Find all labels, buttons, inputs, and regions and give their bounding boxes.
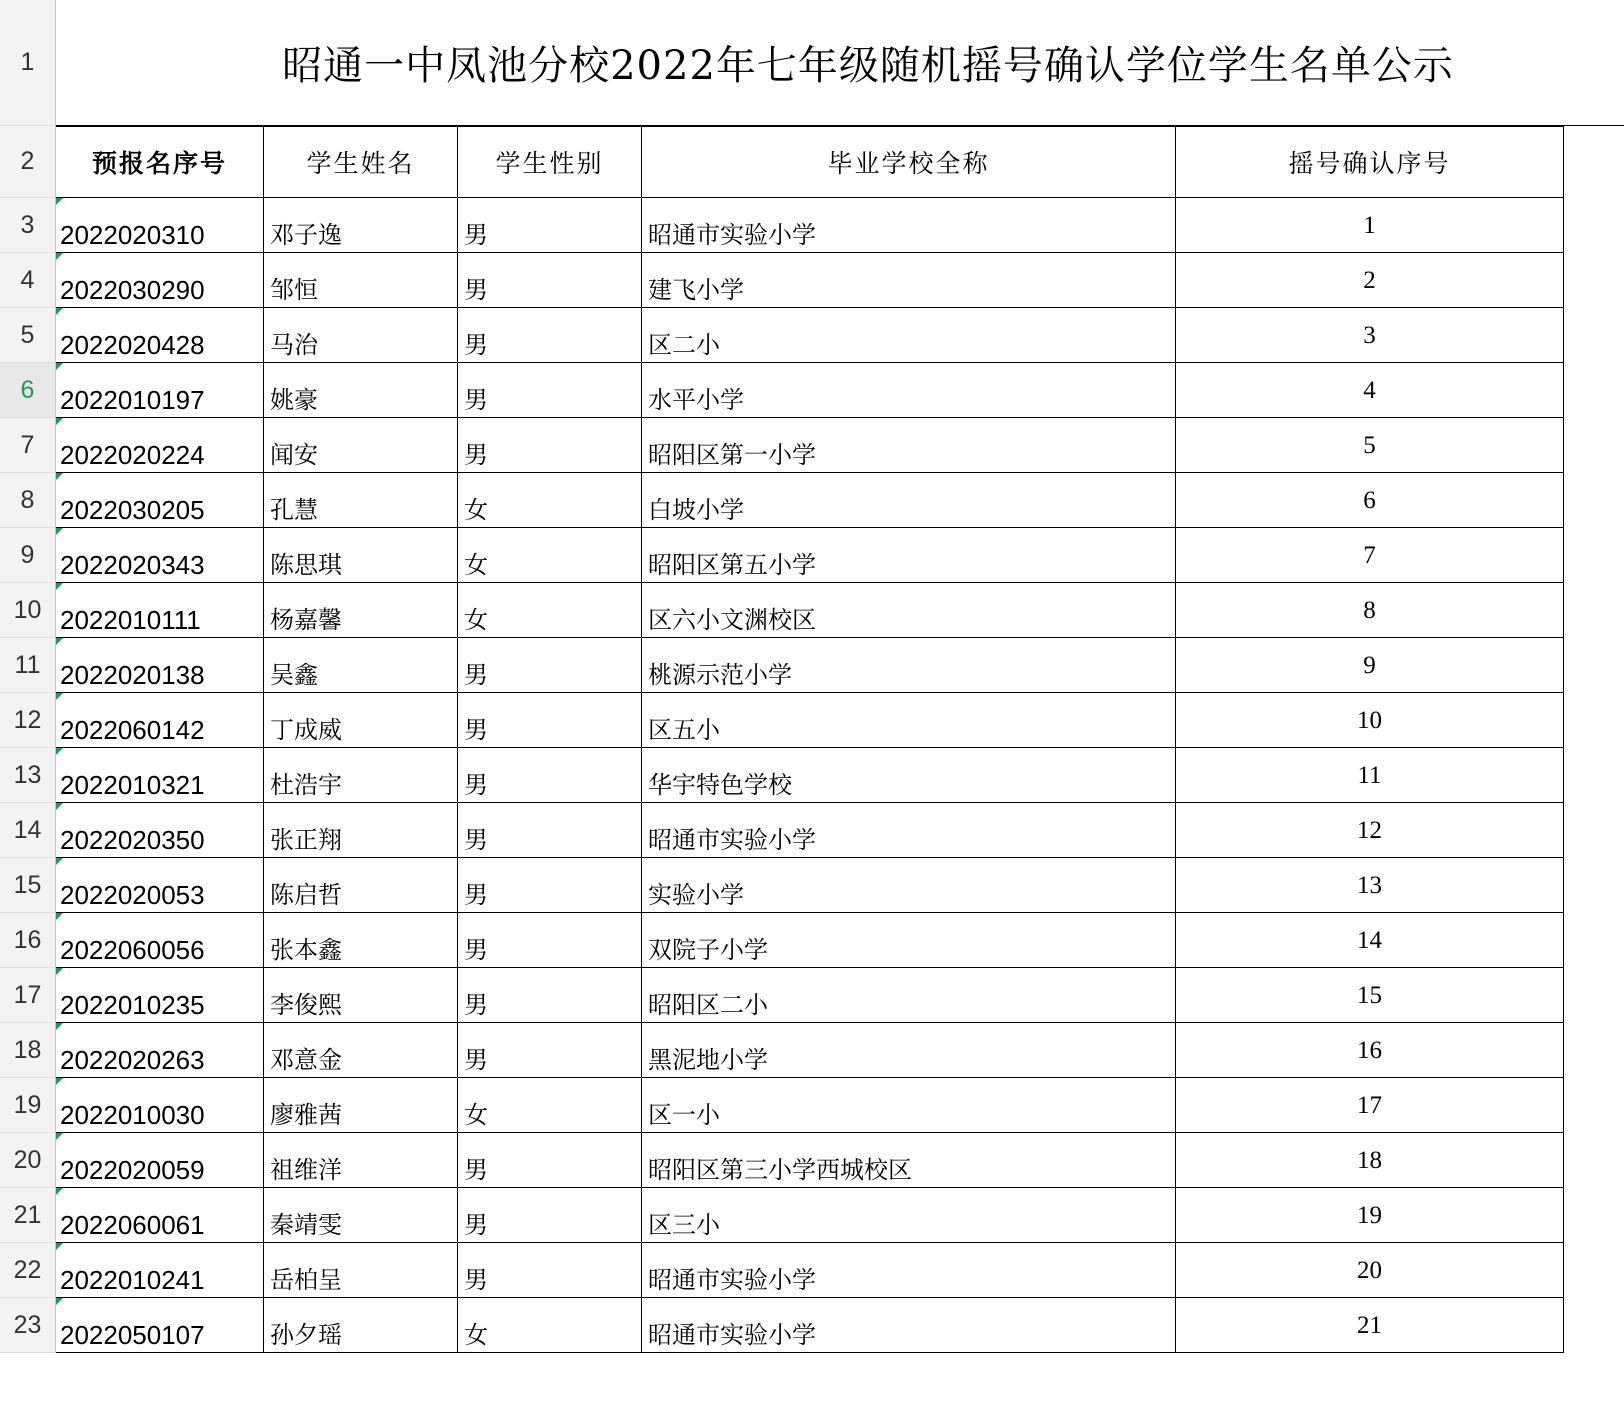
lottery-number-cell[interactable]: 16	[1176, 1023, 1564, 1077]
gender-cell[interactable]: 女	[458, 473, 642, 527]
student-name-cell[interactable]: 马治	[264, 308, 458, 362]
preregistration-id-cell[interactable]	[56, 1243, 264, 1297]
number-as-text-indicator	[56, 473, 63, 480]
preregistration-id-text: 2022030205	[60, 495, 205, 525]
row-header-5[interactable]: 5	[0, 308, 56, 363]
row-header-19[interactable]: 19	[0, 1078, 56, 1133]
preregistration-id-text: 2022010321	[60, 770, 205, 800]
lottery-number-cell[interactable]: 6	[1176, 473, 1564, 527]
number-as-text-indicator	[56, 803, 63, 810]
lottery-number-cell[interactable]: 20	[1176, 1243, 1564, 1297]
gender-cell[interactable]: 女	[458, 1078, 642, 1132]
row-header-4[interactable]: 4	[0, 253, 56, 308]
gender-cell[interactable]: 女	[458, 528, 642, 582]
sheet-title: 昭通一中凤池分校2022年七年级随机摇号确认学位学生名单公示	[282, 43, 1454, 89]
student-name-cell[interactable]: 闻安	[264, 418, 458, 472]
number-as-text-indicator	[56, 968, 63, 975]
preregistration-id-text: 2022020224	[60, 440, 205, 470]
school-cell[interactable]: 区五小	[642, 693, 1176, 747]
row-header-8[interactable]: 8	[0, 473, 56, 528]
gender-cell[interactable]: 男	[458, 858, 642, 912]
row-header-3[interactable]: 3	[0, 198, 56, 253]
number-as-text-indicator	[56, 1023, 63, 1030]
lottery-number-cell[interactable]: 18	[1176, 1133, 1564, 1187]
number-as-text-indicator	[56, 1133, 63, 1140]
table-row	[56, 1078, 1564, 1133]
gender-cell[interactable]: 女	[458, 583, 642, 637]
student-name-cell[interactable]: 杨嘉馨	[264, 583, 458, 637]
gender-cell[interactable]: 男	[458, 803, 642, 857]
number-as-text-indicator	[56, 253, 63, 260]
lottery-number-cell[interactable]: 19	[1176, 1188, 1564, 1242]
gender-cell[interactable]: 男	[458, 1188, 642, 1242]
row-header-1[interactable]: 1	[0, 0, 56, 126]
school-cell[interactable]: 水平小学	[642, 363, 1176, 417]
header-name[interactable]: 学生姓名	[264, 127, 458, 197]
table-row	[56, 418, 1564, 473]
number-as-text-indicator	[56, 528, 63, 535]
student-name-cell[interactable]: 秦靖雯	[264, 1188, 458, 1242]
preregistration-id-cell[interactable]	[56, 803, 264, 857]
title-cell[interactable]	[56, 0, 1624, 126]
number-as-text-indicator	[56, 1298, 63, 1305]
gender-cell[interactable]: 男	[458, 968, 642, 1022]
row-header-12[interactable]: 12	[0, 693, 56, 748]
preregistration-id-text: 2022020343	[60, 550, 205, 580]
preregistration-id-cell[interactable]	[56, 198, 264, 252]
preregistration-id-text: 2022010030	[60, 1100, 205, 1130]
table-row	[56, 693, 1564, 748]
lottery-number-cell[interactable]: 13	[1176, 858, 1564, 912]
preregistration-id-text: 2022060061	[60, 1210, 205, 1240]
table-row	[56, 253, 1564, 308]
school-cell[interactable]: 昭通市实验小学	[642, 198, 1176, 252]
row-header-11[interactable]: 11	[0, 638, 56, 693]
student-name-cell[interactable]: 孙夕瑶	[264, 1298, 458, 1352]
preregistration-id-cell[interactable]	[56, 693, 264, 747]
header-school[interactable]: 毕业学校全称	[642, 127, 1176, 197]
student-name-cell[interactable]: 邓子逸	[264, 198, 458, 252]
lottery-number-cell[interactable]: 15	[1176, 968, 1564, 1022]
preregistration-id-text: 2022010197	[60, 385, 205, 415]
school-cell[interactable]: 昭阳区第五小学	[642, 528, 1176, 582]
gender-cell[interactable]: 男	[458, 1023, 642, 1077]
row-header-23[interactable]: 23	[0, 1298, 56, 1353]
preregistration-id-text: 2022060056	[60, 935, 205, 965]
student-name-cell[interactable]: 杜浩宇	[264, 748, 458, 802]
lottery-number-cell[interactable]: 9	[1176, 638, 1564, 692]
lottery-number-cell[interactable]: 12	[1176, 803, 1564, 857]
student-name-cell[interactable]: 陈启哲	[264, 858, 458, 912]
preregistration-id-cell[interactable]	[56, 1298, 264, 1352]
table-row	[56, 308, 1564, 363]
row-header-9[interactable]: 9	[0, 528, 56, 583]
gender-cell[interactable]: 男	[458, 253, 642, 307]
row-header-2[interactable]: 2	[0, 126, 56, 198]
preregistration-id-cell[interactable]	[56, 418, 264, 472]
row-header-7[interactable]: 7	[0, 418, 56, 473]
lottery-number-cell[interactable]: 1	[1176, 198, 1564, 252]
student-name-cell[interactable]: 陈思琪	[264, 528, 458, 582]
number-as-text-indicator	[56, 858, 63, 865]
column-header-row	[56, 126, 1564, 198]
row-header-17[interactable]: 17	[0, 968, 56, 1023]
school-cell[interactable]: 白坡小学	[642, 473, 1176, 527]
preregistration-id-cell[interactable]	[56, 308, 264, 362]
lottery-number-cell[interactable]: 5	[1176, 418, 1564, 472]
table-row	[56, 968, 1564, 1023]
number-as-text-indicator	[56, 1188, 63, 1195]
table-row	[56, 1133, 1564, 1188]
header-id[interactable]: 预报名序号	[56, 127, 264, 197]
student-name-cell[interactable]: 孔慧	[264, 473, 458, 527]
student-name-cell[interactable]: 张本鑫	[264, 913, 458, 967]
preregistration-id-text: 2022020053	[60, 880, 205, 910]
number-as-text-indicator	[56, 198, 63, 205]
preregistration-id-text: 2022020310	[60, 220, 205, 250]
school-cell[interactable]: 桃源示范小学	[642, 638, 1176, 692]
preregistration-id-cell[interactable]	[56, 1133, 264, 1187]
table-row	[56, 1023, 1564, 1078]
school-cell[interactable]: 昭通市实验小学	[642, 803, 1176, 857]
gender-cell[interactable]: 男	[458, 748, 642, 802]
preregistration-id-cell[interactable]	[56, 913, 264, 967]
header-lottery[interactable]: 摇号确认序号	[1176, 127, 1564, 197]
preregistration-id-text: 2022020263	[60, 1045, 205, 1075]
preregistration-id-cell[interactable]	[56, 968, 264, 1022]
school-cell[interactable]: 昭阳区二小	[642, 968, 1176, 1022]
school-cell[interactable]: 双院子小学	[642, 913, 1176, 967]
lottery-number-cell[interactable]: 11	[1176, 748, 1564, 802]
student-name-cell[interactable]: 邹恒	[264, 253, 458, 307]
student-name-cell[interactable]: 岳柏呈	[264, 1243, 458, 1297]
student-name-cell[interactable]: 吴鑫	[264, 638, 458, 692]
school-cell[interactable]: 区六小文渊校区	[642, 583, 1176, 637]
header-gender[interactable]: 学生性别	[458, 127, 642, 197]
preregistration-id-cell[interactable]	[56, 1023, 264, 1077]
gender-cell[interactable]: 男	[458, 308, 642, 362]
table-row	[56, 638, 1564, 693]
preregistration-id-cell[interactable]	[56, 748, 264, 802]
preregistration-id-cell[interactable]	[56, 1078, 264, 1132]
number-as-text-indicator	[56, 308, 63, 315]
row-header-15[interactable]: 15	[0, 858, 56, 913]
preregistration-id-cell[interactable]	[56, 858, 264, 912]
row-header-14[interactable]: 14	[0, 803, 56, 858]
school-cell[interactable]: 昭阳区第一小学	[642, 418, 1176, 472]
table-row	[56, 1298, 1564, 1353]
preregistration-id-cell[interactable]	[56, 583, 264, 637]
gender-cell[interactable]: 男	[458, 693, 642, 747]
student-name-cell[interactable]: 张正翔	[264, 803, 458, 857]
number-as-text-indicator	[56, 363, 63, 370]
number-as-text-indicator	[56, 638, 63, 645]
lottery-number-cell[interactable]: 21	[1176, 1298, 1564, 1352]
table-row	[56, 913, 1564, 968]
table-row	[56, 473, 1564, 528]
student-name-cell[interactable]: 姚豪	[264, 363, 458, 417]
preregistration-id-text: 2022010111	[60, 605, 201, 635]
school-cell[interactable]: 建飞小学	[642, 253, 1176, 307]
gender-cell[interactable]: 男	[458, 1133, 642, 1187]
row-header-10[interactable]: 10	[0, 583, 56, 638]
table-row	[56, 803, 1564, 858]
row-header-21[interactable]: 21	[0, 1188, 56, 1243]
table-row	[56, 363, 1564, 418]
gender-cell[interactable]: 男	[458, 363, 642, 417]
lottery-number-cell[interactable]: 14	[1176, 913, 1564, 967]
school-cell[interactable]: 昭阳区第三小学西城校区	[642, 1133, 1176, 1187]
lottery-number-cell[interactable]: 10	[1176, 693, 1564, 747]
gender-cell[interactable]: 男	[458, 1243, 642, 1297]
preregistration-id-text: 2022030290	[60, 275, 205, 305]
gender-cell[interactable]: 男	[458, 198, 642, 252]
gender-cell[interactable]: 男	[458, 418, 642, 472]
school-cell[interactable]: 昭通市实验小学	[642, 1243, 1176, 1297]
row-header-6[interactable]: 6	[0, 363, 56, 418]
preregistration-id-cell[interactable]	[56, 253, 264, 307]
school-cell[interactable]: 昭通市实验小学	[642, 1298, 1176, 1352]
preregistration-id-text: 2022050107	[60, 1320, 205, 1350]
preregistration-id-text: 2022020350	[60, 825, 205, 855]
number-as-text-indicator	[56, 913, 63, 920]
preregistration-id-text: 2022010241	[60, 1265, 205, 1295]
lottery-number-cell[interactable]: 7	[1176, 528, 1564, 582]
student-name-cell[interactable]: 李俊熙	[264, 968, 458, 1022]
preregistration-id-text: 2022060142	[60, 715, 205, 745]
gender-cell[interactable]: 男	[458, 638, 642, 692]
table-row	[56, 198, 1564, 253]
lottery-number-cell[interactable]: 2	[1176, 253, 1564, 307]
lottery-number-cell[interactable]: 17	[1176, 1078, 1564, 1132]
preregistration-id-text: 2022010235	[60, 990, 205, 1020]
number-as-text-indicator	[56, 693, 63, 700]
preregistration-id-text: 2022020138	[60, 660, 205, 690]
table-row	[56, 1188, 1564, 1243]
school-cell[interactable]: 黑泥地小学	[642, 1023, 1176, 1077]
number-as-text-indicator	[56, 748, 63, 755]
number-as-text-indicator	[56, 583, 63, 590]
gender-cell[interactable]: 男	[458, 913, 642, 967]
preregistration-id-cell[interactable]	[56, 528, 264, 582]
table-row	[56, 528, 1564, 583]
table-row	[56, 748, 1564, 803]
row-header-18[interactable]: 18	[0, 1023, 56, 1078]
lottery-number-cell[interactable]: 3	[1176, 308, 1564, 362]
school-cell[interactable]: 区三小	[642, 1188, 1176, 1242]
number-as-text-indicator	[56, 1078, 63, 1085]
number-as-text-indicator	[56, 418, 63, 425]
school-cell[interactable]: 区二小	[642, 308, 1176, 362]
lottery-number-cell[interactable]: 4	[1176, 363, 1564, 417]
school-cell[interactable]: 华宇特色学校	[642, 748, 1176, 802]
row-header-16[interactable]: 16	[0, 913, 56, 968]
preregistration-id-text: 2022020428	[60, 330, 205, 360]
table-row	[56, 1243, 1564, 1298]
preregistration-id-cell[interactable]	[56, 638, 264, 692]
table-row	[56, 858, 1564, 913]
preregistration-id-text: 2022020059	[60, 1155, 205, 1185]
student-name-cell[interactable]: 丁成威	[264, 693, 458, 747]
lottery-number-cell[interactable]: 8	[1176, 583, 1564, 637]
table-row	[56, 583, 1564, 638]
preregistration-id-cell[interactable]	[56, 473, 264, 527]
row-header-22[interactable]: 22	[0, 1243, 56, 1298]
student-name-cell[interactable]: 祖维洋	[264, 1133, 458, 1187]
student-name-cell[interactable]: 邓意金	[264, 1023, 458, 1077]
gender-cell[interactable]: 女	[458, 1298, 642, 1352]
school-cell[interactable]: 区一小	[642, 1078, 1176, 1132]
row-header-13[interactable]: 13	[0, 748, 56, 803]
student-name-cell[interactable]: 廖雅茜	[264, 1078, 458, 1132]
number-as-text-indicator	[56, 1243, 63, 1250]
school-cell[interactable]: 实验小学	[642, 858, 1176, 912]
row-header-20[interactable]: 20	[0, 1133, 56, 1188]
preregistration-id-cell[interactable]	[56, 363, 264, 417]
preregistration-id-cell[interactable]	[56, 1188, 264, 1242]
